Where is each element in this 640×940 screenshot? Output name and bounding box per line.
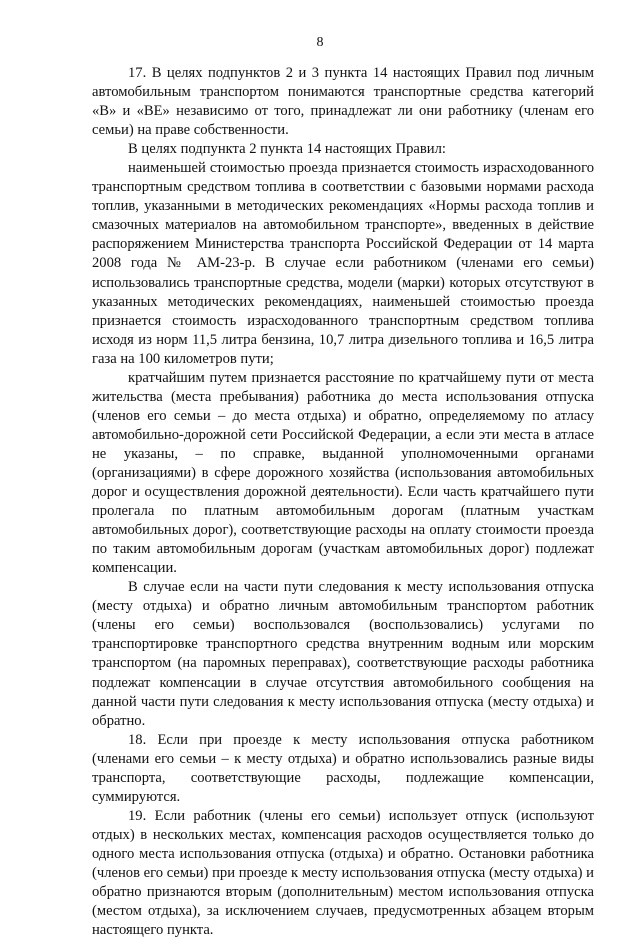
paragraph-ferry-transport: В случае если на части пути следования к месту использования отпуска (месту отдыха) и обратно личным автомобильным транспортом работник (члены его семьи) воспользовался (воспользовались) услугами по транспортировке транспортного средства внутренним водным или морским транспортом (на паромных переправах), соответствующие расходы работника подлежат компенсации в случае отсутствия автомобильного сообщения на данной части пути следования к месту использования отпуска (месту отдыха) и обратно. <box>92 579 594 729</box>
paragraph-shortest-path: кратчайшим путем признается расстояние по кратчайшему пути от места жительства (места пребывания) работника до места использования отпуска (членов его семьи – до места отдыха) и обратно, определяемому по атласу автомобильно-дорожной сети Российской Федерации, а если эти места в атласе не указаны, – по справке, выданной уполномоченными органами (организациями) в сфере дорожного хозяйства (использования автомобильных дорог и осуществления дорожной деятельности). Если часть кратчайшего пути пролегала по платным автомобильным дорогам (платным участкам автомобильных дорог), соответствующие расходы на оплату стоимости проезда по таким автомобильным дорогам (участкам автомобильных дорог) подлежат компенсации. <box>92 369 594 577</box>
paragraph-19: 19. Если работник (члены его семьи) использует отпуск (используют отдых) в нескольких местах, компенсация расходов осуществляется только до одного места использования отпуска (отдыха) и обратно. Остановки работника (членов его семьи) при проезде к месту использования отпуска (месту отдыха) и обратно признаются вторым (дополнительным) местом использования отпуска (местом отдыха), за исключением случаев, предусмотренных абзацем вторым настоящего пункта. <box>92 807 594 939</box>
paragraph-subpoint-2-intro: В целях подпункта 2 пункта 14 настоящих Правил: <box>128 141 446 158</box>
paragraph-17: 17. В целях подпунктов 2 и 3 пункта 14 настоящих Правил под личным автомобильным транспортом понимаются транспортные средства категорий «B» и «BE» независимо от того, принадлежат ли они работнику (членам его семьи) на праве собственности. <box>92 65 594 139</box>
page-number: 8 <box>316 35 324 50</box>
paragraph-lowest-cost: наименьшей стоимостью проезда признается стоимость израсходованного транспортным средством топлива в соответствии с базовыми нормами расхода топлив, указанными в методических рекомендациях «Нормы расхода топлив и смазочных материалов на автомобильном транспорте», введенных в действие распоряжением Министерства транспорта Российской Федерации от 14 марта 2008 года № АМ-23-р. В случае если работником (членами его семьи) использовались транспортные средства, модели (марки) которых отсутствуют в указанных методических рекомендациях, наименьшей стоимостью проезда признается стоимость израсходованного транспортным средством топлива исходя из норм 11,5 литра бензина, 10,7 литра дизельного топлива и 16,5 литра газа на 100 километров пути; <box>92 160 594 367</box>
document-body <box>92 64 594 940</box>
paragraph-18: 18. Если при проезде к месту использования отпуска работником (членами его семьи – к месту отдыха) и обратно использовались разные виды транспорта, соответствующие расходы, подлежащие компенсации, суммируются. <box>92 731 594 805</box>
